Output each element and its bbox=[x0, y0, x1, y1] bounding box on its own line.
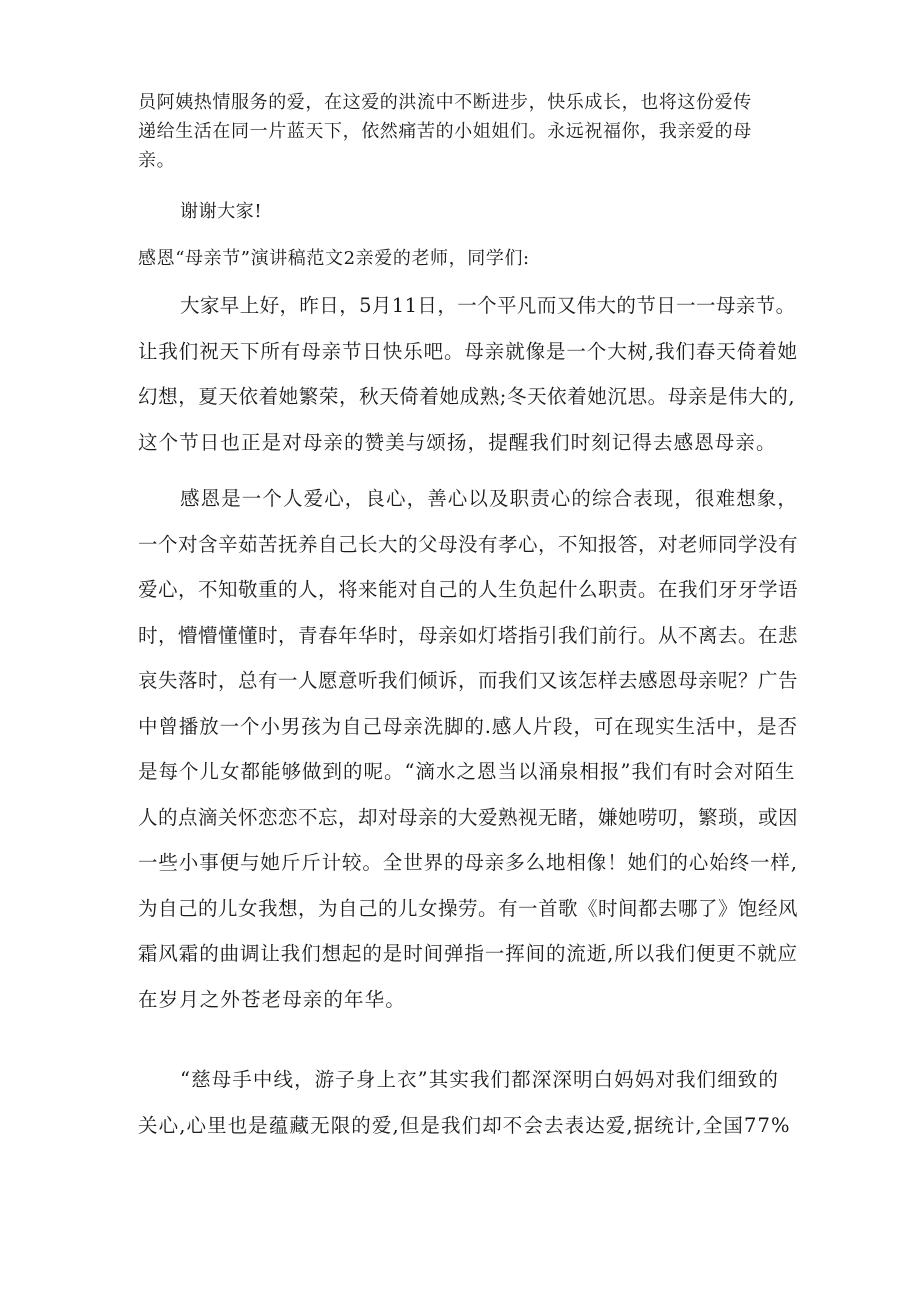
text-line: 是每个儿女都能够做到的呢。“滴水之恩当以涌泉相报”我们有时会对陌生 bbox=[138, 760, 796, 783]
text-line: 递给生活在同一片蓝天下，依然痛苦的小姐姐们。永远祝福你，我亲爱的母 bbox=[138, 121, 752, 142]
paragraph-mothers-care bbox=[138, 1057, 798, 1148]
text-line: 感恩是一个人爱心，良心，善心以及职责心的综合表现，很难想象， bbox=[180, 487, 799, 510]
text-line: 时，懵懵懂懂时，青春年华时，母亲如灯塔指引我们前行。从不离去。在悲 bbox=[138, 623, 799, 647]
intro-paragraph bbox=[138, 88, 798, 175]
text-line: 这个节日也正是对母亲的赞美与颂扬，提醒我们时刻记得去感恩母亲。 bbox=[138, 430, 777, 454]
paragraph-mothers-day bbox=[138, 283, 798, 465]
text-line: 人的点滴关怀恋恋不忘，却对母亲的大爱熟视无睹，嫌她唠叨，繁琐，或因 bbox=[138, 805, 799, 829]
thanks-line bbox=[138, 197, 840, 226]
text-line: 感恩“母亲节”演讲稿范文2亲爱的老师，同学们: bbox=[138, 248, 530, 269]
text-line: 爱心，不知敬重的人，将来能对自己的人生负起什么职责。在我们牙牙学语 bbox=[138, 578, 799, 601]
text-line: 亲。 bbox=[138, 150, 176, 171]
text-line: 中曾播放一个小男孩为自己母亲洗脚的.感人片段，可在现实生活中，是否 bbox=[138, 714, 798, 738]
text-line: 员阿姨热情服务的爱，在这爱的洪流中不断进步，快乐成长，也将这份爱传 bbox=[138, 92, 752, 113]
text-line: 幻想，夏天依着她繁荣，秋天倚着她成熟;冬天依着她沉思。母亲是伟大的, bbox=[138, 385, 796, 408]
text-line: 一个对含辛茹苦抚养自己长大的父母没有孝心，不知报答，对老师同学没有 bbox=[138, 532, 799, 556]
section-heading bbox=[138, 244, 798, 273]
text-line: 霜风霜的曲调让我们想起的是时间弹指一挥间的流逝,所以我们便更不就应 bbox=[138, 942, 798, 965]
paragraph-gratitude bbox=[138, 476, 798, 1022]
text-line: 关心,心里也是蕴藏无限的爱,但是我们却不会去表达爱,据统计,全国77% bbox=[138, 1113, 791, 1137]
text-line: 让我们祝天下所有母亲节日快乐吧。母亲就像是一个大树,我们春天倚着她 bbox=[138, 339, 798, 363]
text-line: 一些小事便与她斤斤计较。全世界的母亲多么地相像！她们的心始终一样, bbox=[138, 851, 798, 874]
text-line: 哀失落时，总有一人愿意听我们倾诉，而我们又该怎样去感恩母亲呢？广告 bbox=[138, 669, 799, 692]
text-line: “慈母手中线，游子身上衣”其实我们都深深明白妈妈对我们细致的 bbox=[180, 1068, 779, 1091]
text-line: 为自己的儿女我想，为自己的儿女操劳。有一首歌《时间都去哪了》饱经风 bbox=[138, 896, 799, 920]
text-line: 在岁月之外苍老母亲的年华。 bbox=[138, 987, 406, 1011]
text-line: 谢谢大家! bbox=[180, 201, 263, 222]
text-line: 大家早上好，昨日，5月11日，一个平凡而又伟大的节日一一母亲节。 bbox=[180, 294, 796, 317]
